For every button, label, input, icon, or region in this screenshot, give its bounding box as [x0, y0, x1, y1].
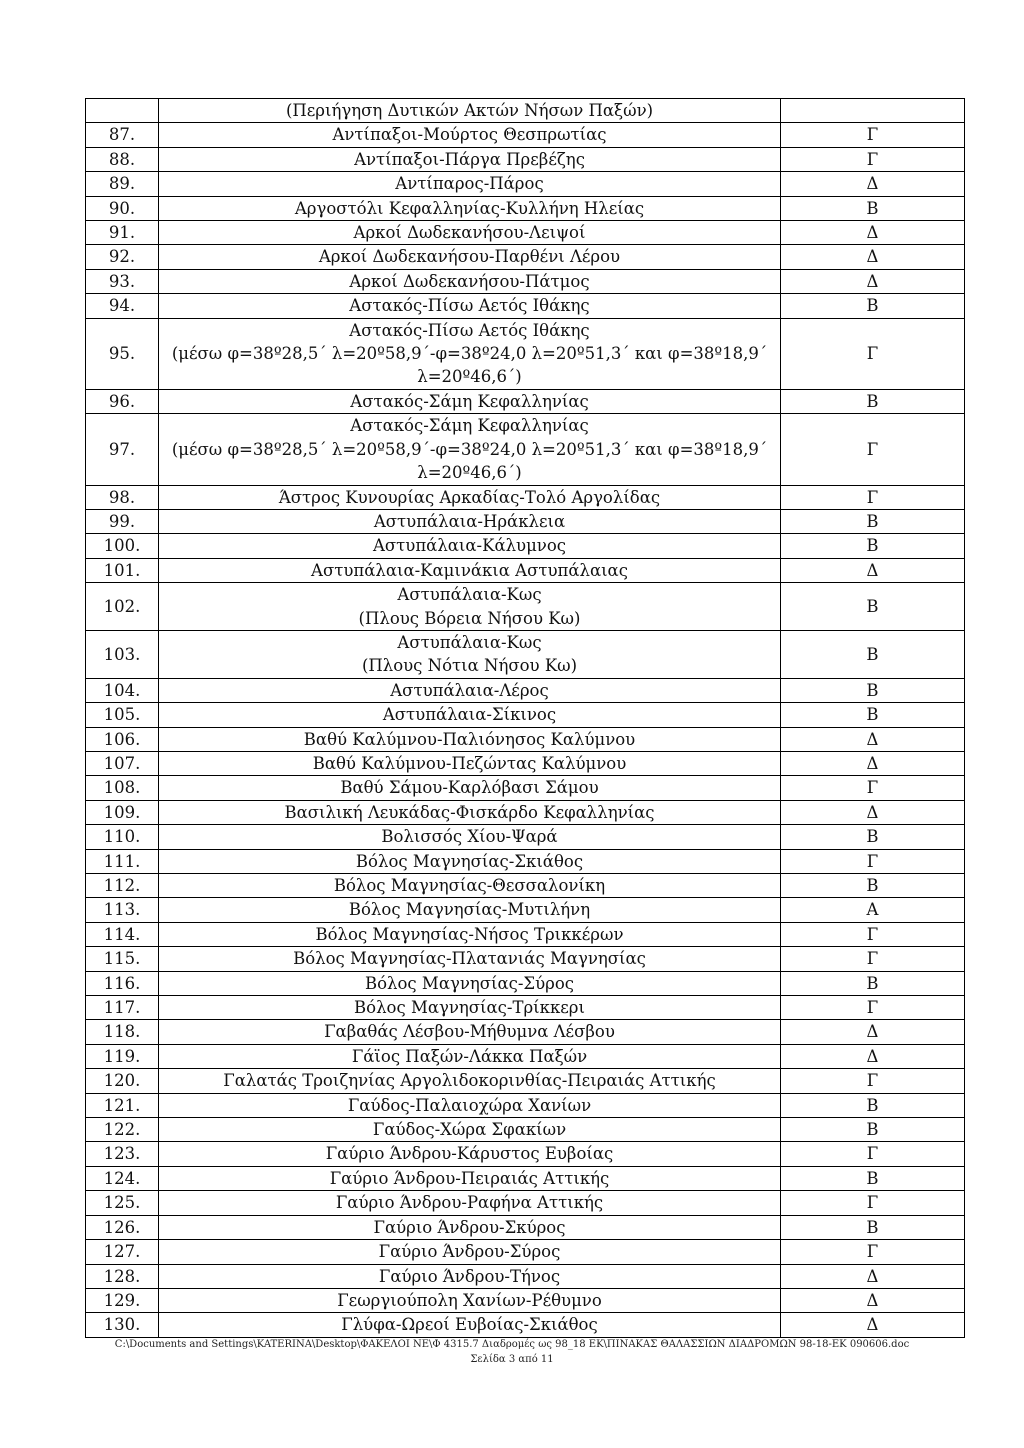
category-cell: Β: [781, 971, 965, 995]
route-cell: [159, 221, 781, 245]
route-cell: [159, 1093, 781, 1117]
route-line: Αστακός-Πίσω Αετός Ιθάκης: [349, 296, 590, 316]
route-cell: [159, 1118, 781, 1142]
row-number-cell: 90.: [86, 196, 159, 220]
row-number-cell: 102.: [86, 583, 159, 631]
route-cell: [159, 294, 781, 318]
row-number-cell: 103.: [86, 630, 159, 678]
route-line: λ=20º46,6΄): [417, 367, 522, 387]
row-number-cell: 93.: [86, 269, 159, 293]
category-cell: Γ: [781, 996, 965, 1020]
row-number-cell: 121.: [86, 1093, 159, 1117]
table-row: [86, 751, 965, 775]
route-cell: [159, 874, 781, 898]
route-line: Αρκοί Δωδεκανήσου-Λειψοί: [353, 223, 586, 243]
table-row: [86, 800, 965, 824]
route-line: Βαθύ Καλύμνου-Πεζώντας Καλύμνου: [312, 753, 627, 773]
route-cell: [159, 1191, 781, 1215]
route-line: Βόλος Μαγνησίας-Θεσσαλονίκη: [333, 876, 606, 895]
table-row: [86, 874, 965, 898]
route-line: Αστυπάλαια-Σίκινος: [382, 705, 557, 725]
route-cell: [159, 196, 781, 220]
route-cell: [159, 1264, 781, 1288]
route-line: Γαύδος-Χώρα Σφακίων: [372, 1120, 567, 1140]
row-number-cell: 114.: [86, 922, 159, 946]
route-line: Βαθύ Καλύμνου-Παλιόνησος Καλύμνου: [303, 729, 636, 749]
table-row: [86, 318, 965, 389]
table-row: [86, 1240, 965, 1264]
table-row: [86, 1020, 965, 1044]
category-cell: Β: [781, 630, 965, 678]
category-cell: [781, 99, 965, 123]
route-cell: [159, 751, 781, 775]
row-number-cell: 105.: [86, 703, 159, 727]
category-cell: Δ: [781, 1288, 965, 1312]
category-cell: Γ: [781, 1069, 965, 1093]
row-number-cell: 104.: [86, 678, 159, 702]
table-row: [86, 414, 965, 485]
category-cell: Γ: [781, 485, 965, 509]
route-line: Άστρος Κυνουρίας Αρκαδίας-Τολό Αργολίδας: [278, 487, 661, 507]
row-number-cell: 94.: [86, 294, 159, 318]
route-cell: [159, 509, 781, 533]
route-line: Αρκοί Δωδεκανήσου-Παρθένι Λέρου: [318, 247, 621, 267]
category-cell: Β: [781, 196, 965, 220]
table-row: [86, 971, 965, 995]
route-cell: [159, 922, 781, 946]
row-number-cell: 112.: [86, 874, 159, 898]
route-cell: [159, 534, 781, 558]
row-number-cell: 128.: [86, 1264, 159, 1288]
category-cell: Δ: [781, 558, 965, 582]
route-cell: [159, 727, 781, 751]
route-line: Αστυπάλαια-Καμινάκια Αστυπάλαιας: [311, 560, 628, 580]
category-cell: Γ: [781, 1240, 965, 1264]
route-cell: [159, 123, 781, 147]
category-cell: Β: [781, 583, 965, 631]
route-cell: [159, 800, 781, 824]
route-cell: [159, 583, 781, 631]
row-number-cell: 116.: [86, 971, 159, 995]
route-line: (Πλους Νότια Νήσου Κω): [361, 656, 578, 676]
route-line: Αρκοί Δωδεκανήσου-Πάτμος: [349, 271, 590, 291]
category-cell: Β: [781, 534, 965, 558]
row-number-cell: 91.: [86, 221, 159, 245]
route-line: Αστυπάλαια-Κως: [397, 585, 542, 605]
row-number-cell: 123.: [86, 1142, 159, 1166]
route-cell: [159, 1044, 781, 1068]
row-number-cell: 107.: [86, 751, 159, 775]
route-cell: [159, 485, 781, 509]
route-line: Γαύριο Άνδρου-Κάρυστος Ευβοίας: [325, 1144, 614, 1164]
category-cell: Δ: [781, 269, 965, 293]
table-row: [86, 922, 965, 946]
category-cell: Δ: [781, 1264, 965, 1288]
row-number-cell: 120.: [86, 1069, 159, 1093]
table-row: [86, 147, 965, 171]
table-row: [86, 1191, 965, 1215]
row-number-cell: 126.: [86, 1215, 159, 1239]
category-cell: Δ: [781, 245, 965, 269]
route-line: Βολισσός Χίου-Ψαρά: [381, 827, 558, 847]
route-cell: [159, 389, 781, 413]
route-line: Βόλος Μαγνησίας-Σκιάθος: [355, 851, 584, 871]
route-line: (Πλους Βόρεια Νήσου Κω): [358, 608, 581, 628]
category-cell: Γ: [781, 147, 965, 171]
route-cell: [159, 1069, 781, 1093]
route-cell: [159, 558, 781, 582]
route-line: Αντίπαξοι-Πάργα Πρεβέζης: [354, 149, 585, 169]
row-number-cell: 96.: [86, 389, 159, 413]
route-line: Γάϊος Παξών-Λάκκα Παξών: [351, 1046, 588, 1066]
route-line: Γαύριο Άνδρου-Τήνος: [378, 1266, 561, 1286]
row-number-cell: 125.: [86, 1191, 159, 1215]
category-cell: Β: [781, 703, 965, 727]
route-cell: [159, 1142, 781, 1166]
route-line: Αστακός-Σάμη Κεφαλληνίας: [350, 416, 589, 436]
row-number-cell: 108.: [86, 776, 159, 800]
route-line: Βόλος Μαγνησίας-Μυτιλήνη: [348, 900, 591, 920]
table-row: [86, 1215, 965, 1239]
route-line: Γεωργιούπολη Χανίων-Ρέθυμνο: [337, 1290, 602, 1310]
row-number-cell: 100.: [86, 534, 159, 558]
route-cell: [159, 825, 781, 849]
category-cell: Β: [781, 1215, 965, 1239]
route-line: Βόλος Μαγνησίας-Σύρος: [364, 973, 574, 993]
row-number-cell: 124.: [86, 1166, 159, 1190]
route-cell: [159, 1166, 781, 1190]
route-line: Αστυπάλαια-Κως: [397, 632, 542, 652]
category-cell: Β: [781, 1166, 965, 1190]
route-line: Βαθύ Σάμου-Καρλόβασι Σάμου: [340, 778, 599, 798]
table-row: [86, 996, 965, 1020]
row-number-cell: 110.: [86, 825, 159, 849]
table-row: [86, 727, 965, 751]
table-row: [86, 825, 965, 849]
route-line: Γαύριο Άνδρου-Σύρος: [378, 1242, 561, 1262]
row-number-cell: 119.: [86, 1044, 159, 1068]
route-cell: [159, 1313, 781, 1337]
route-line: Γαύδος-Παλαιοχώρα Χανίων: [347, 1095, 592, 1115]
table-row: [86, 1166, 965, 1190]
table-row: [86, 123, 965, 147]
table-row: [86, 1264, 965, 1288]
route-line: (μέσω φ=38º28,5΄ λ=20º58,9΄-φ=38º24,0 λ=20º51,3΄ και φ=38º18,9΄: [171, 344, 768, 364]
table-row: [86, 245, 965, 269]
table-row: [86, 1313, 965, 1337]
route-cell: [159, 776, 781, 800]
table-row: [86, 269, 965, 293]
route-line: Γαύριο Άνδρου-Σκύρος: [373, 1217, 566, 1237]
table-row: [86, 898, 965, 922]
route-cell: [159, 147, 781, 171]
table-row: [86, 849, 965, 873]
category-cell: Β: [781, 389, 965, 413]
category-cell: Β: [781, 825, 965, 849]
category-cell: Δ: [781, 727, 965, 751]
route-cell: [159, 1215, 781, 1239]
route-line: Βόλος Μαγνησίας-Νήσος Τρικκέρων: [315, 924, 624, 944]
route-cell: [159, 1288, 781, 1312]
table-row: [86, 1093, 965, 1117]
table-row: [86, 196, 965, 220]
row-number-cell: [86, 99, 159, 123]
category-cell: Β: [781, 509, 965, 533]
footer-page-number: Σελίδα 3 από 11: [470, 1354, 554, 1365]
category-cell: Γ: [781, 849, 965, 873]
route-cell: [159, 947, 781, 971]
route-cell: [159, 269, 781, 293]
row-number-cell: 130.: [86, 1313, 159, 1337]
category-cell: Δ: [781, 1044, 965, 1068]
route-line: Βόλος Μαγνησίας-Τρίκκερι: [354, 998, 585, 1018]
category-cell: Γ: [781, 922, 965, 946]
route-cell: [159, 1020, 781, 1044]
table-row: [86, 630, 965, 678]
route-cell: [159, 996, 781, 1020]
route-cell: [159, 172, 781, 196]
route-cell: (Περιήγηση Δυτικών Ακτών Νήσων Παξών): [159, 99, 781, 123]
row-number-cell: 111.: [86, 849, 159, 873]
footer-file-path: C:\Documents and Settings\KATERINA\Desktop\ΦΑΚΕΛΟΙ ΝΕ\Φ 4315.7 Διαδρομές ως 98_18 ΕΚ\ΠΙΝΑΚΑΣ ΘΑΛΑΣΣΙΩΝ ΔΙΑΔΡΟΜΩΝ 98-18-ΕΚ 090606.doc: [114, 1339, 910, 1350]
category-cell: Β: [781, 1093, 965, 1117]
route-line: Αστυπάλαια-Κάλυμνος: [373, 536, 566, 556]
row-number-cell: 98.: [86, 485, 159, 509]
category-cell: Γ: [781, 318, 965, 389]
table-row: [86, 703, 965, 727]
route-cell: [159, 245, 781, 269]
table-row: [86, 172, 965, 196]
route-cell: [159, 1240, 781, 1264]
table-row: [86, 509, 965, 533]
route-line: Αντίπαξοι-Μούρτος Θεσπρωτίας: [332, 125, 607, 145]
category-cell: Β: [781, 1118, 965, 1142]
route-line: Αστακός-Πίσω Αετός Ιθάκης: [349, 320, 590, 340]
route-cell: [159, 414, 781, 485]
table-row: [86, 485, 965, 509]
row-number-cell: 118.: [86, 1020, 159, 1044]
page-footer: [0, 1337, 1024, 1367]
row-number-cell: 89.: [86, 172, 159, 196]
table-header-row: [86, 99, 965, 123]
route-line: Αργοστόλι Κεφαλληνίας-Κυλλήνη Ηλείας: [294, 198, 645, 218]
row-number-cell: 109.: [86, 800, 159, 824]
category-cell: Β: [781, 874, 965, 898]
routes-table: [85, 98, 965, 1338]
route-line: Βασιλική Λευκάδας-Φισκάρδο Κεφαλληνίας: [284, 802, 655, 822]
route-cell: [159, 898, 781, 922]
category-cell: Γ: [781, 1142, 965, 1166]
route-cell: [159, 318, 781, 389]
row-number-cell: 106.: [86, 727, 159, 751]
routes-table-body: [86, 99, 965, 1338]
table-row: [86, 1044, 965, 1068]
row-number-cell: 99.: [86, 509, 159, 533]
row-number-cell: 88.: [86, 147, 159, 171]
table-row: [86, 558, 965, 582]
category-cell: Δ: [781, 172, 965, 196]
category-cell: Γ: [781, 414, 965, 485]
table-row: [86, 389, 965, 413]
category-cell: Δ: [781, 800, 965, 824]
route-line: Γαλατάς Τροιζηνίας Αργολιδοκορινθίας-Πειραιάς Αττικής: [223, 1071, 716, 1091]
category-cell: Γ: [781, 947, 965, 971]
category-cell: Δ: [781, 1020, 965, 1044]
row-number-cell: 101.: [86, 558, 159, 582]
category-cell: Δ: [781, 751, 965, 775]
route-line: Αστυπάλαια-Λέρος: [390, 680, 549, 700]
row-number-cell: 87.: [86, 123, 159, 147]
route-line: Γαύριο Άνδρου-Ραφήνα Αττικής: [335, 1193, 604, 1213]
route-cell: [159, 630, 781, 678]
table-row: [86, 1288, 965, 1312]
category-cell: Γ: [781, 123, 965, 147]
route-cell: [159, 703, 781, 727]
route-cell: [159, 849, 781, 873]
route-line: Αντίπαρος-Πάρος: [395, 174, 544, 194]
route-line: (μέσω φ=38º28,5΄ λ=20º58,9΄-φ=38º24,0 λ=20º51,3΄ και φ=38º18,9΄: [171, 439, 768, 459]
category-cell: Β: [781, 294, 965, 318]
table-row: [86, 947, 965, 971]
table-row: [86, 583, 965, 631]
table-row: [86, 1118, 965, 1142]
table-row: [86, 221, 965, 245]
route-line: Αστακός-Σάμη Κεφαλληνίας: [350, 391, 589, 411]
route-line: Γλύφα-Ωρεοί Ευβοίας-Σκιάθος: [341, 1315, 598, 1335]
category-cell: Γ: [781, 776, 965, 800]
row-number-cell: 95.: [86, 318, 159, 389]
route-line: Αστυπάλαια-Ηράκλεια: [373, 511, 566, 531]
row-number-cell: 127.: [86, 1240, 159, 1264]
table-row: [86, 534, 965, 558]
row-number-cell: 129.: [86, 1288, 159, 1312]
row-number-cell: 122.: [86, 1118, 159, 1142]
route-line: Βόλος Μαγνησίας-Πλατανιάς Μαγνησίας: [293, 949, 646, 969]
table-row: [86, 1069, 965, 1093]
category-cell: Α: [781, 898, 965, 922]
category-cell: Β: [781, 678, 965, 702]
table-row: [86, 1142, 965, 1166]
route-line: Γαβαθάς Λέσβου-Μήθυμνα Λέσβου: [324, 1022, 615, 1042]
row-number-cell: 117.: [86, 996, 159, 1020]
row-number-cell: 115.: [86, 947, 159, 971]
category-cell: Γ: [781, 1191, 965, 1215]
table-row: [86, 678, 965, 702]
row-number-cell: 113.: [86, 898, 159, 922]
table-row: [86, 294, 965, 318]
route-cell: [159, 971, 781, 995]
category-cell: Δ: [781, 221, 965, 245]
table-row: [86, 776, 965, 800]
route-line: Γαύριο Άνδρου-Πειραιάς Αττικής: [329, 1168, 610, 1188]
category-cell: Δ: [781, 1313, 965, 1337]
row-number-cell: 92.: [86, 245, 159, 269]
row-number-cell: 97.: [86, 414, 159, 485]
route-cell: [159, 678, 781, 702]
route-line: λ=20º46,6΄): [417, 463, 522, 483]
